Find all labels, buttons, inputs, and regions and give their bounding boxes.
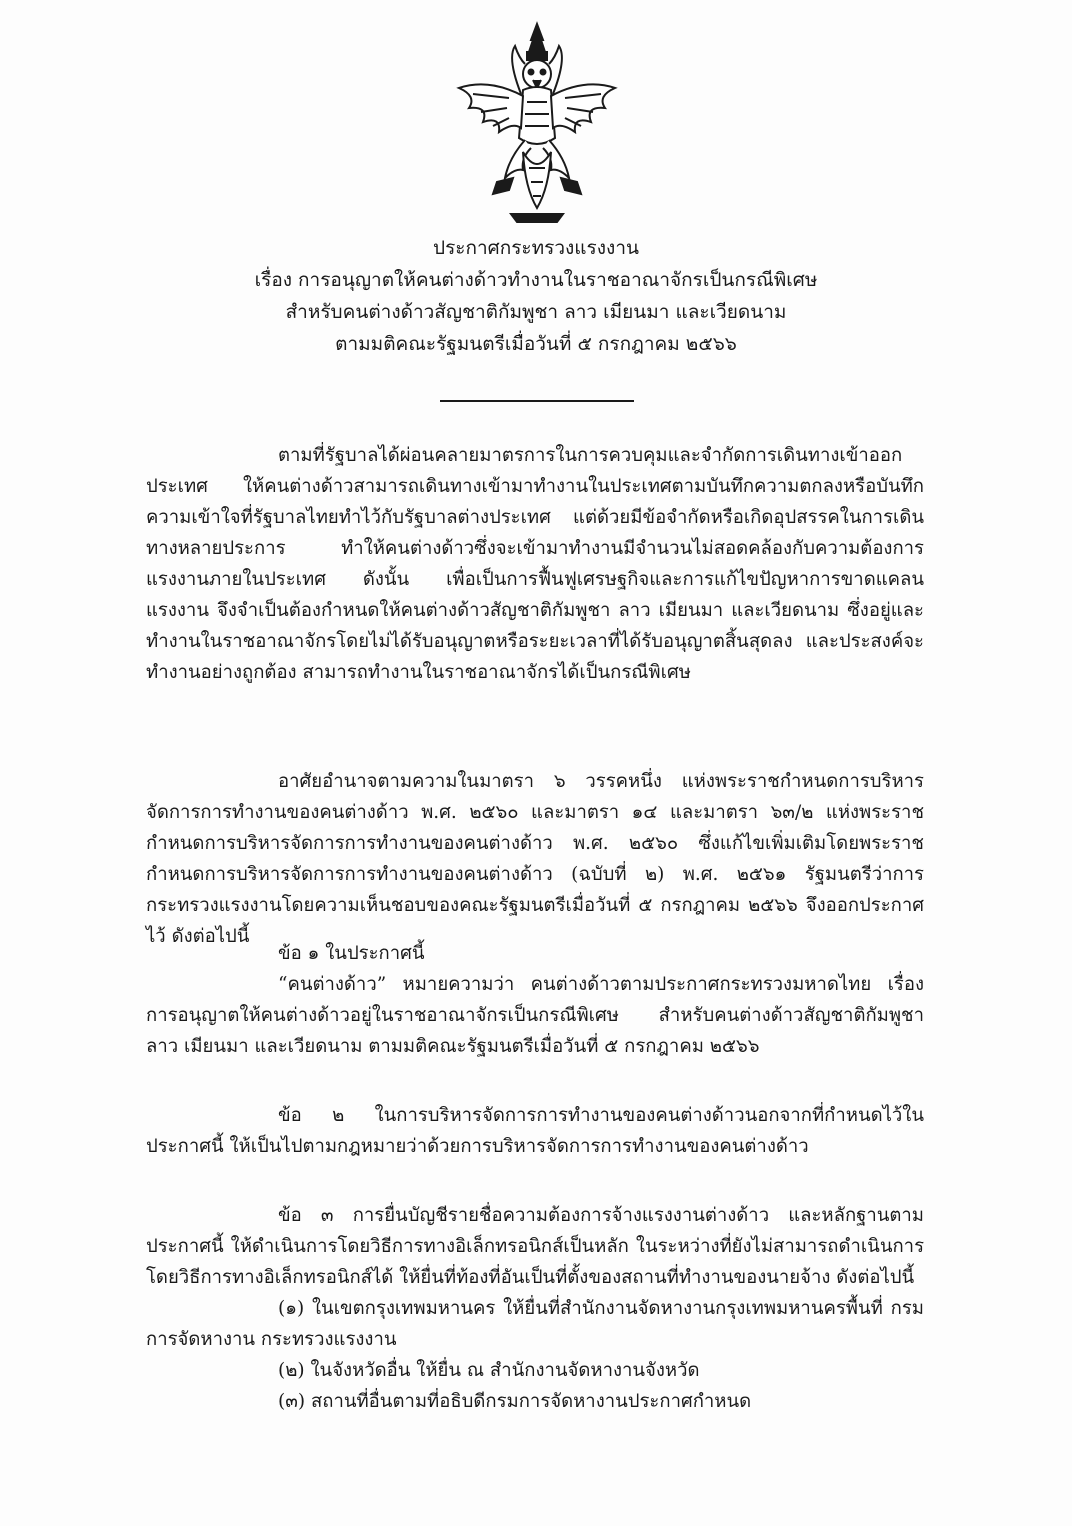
header-divider	[440, 400, 634, 402]
clause-1	[146, 938, 924, 1062]
subject-line: เรื่อง การอนุญาตให้คนต่างด้าวทำงานในราชอาณาจักรเป็นกรณีพิเศษ	[254, 269, 818, 291]
clause-2-text: ข้อ ๒ ในการบริหารจัดการการทำงานของคนต่างด้าวนอกจากที่กำหนดไว้ในประกาศนี้ ให้เป็นไปตามกฎหมายว่าด้วยการบริหารจัดการการทำงานของคนต่างด้าว	[146, 1105, 924, 1157]
announcement-header	[140, 232, 932, 360]
clause-3-text: ข้อ ๓ การยื่นบัญชีรายชื่อความต้องการจ้างแรงงานต่างด้าว และหลักฐานตามประกาศนี้ ให้ดำเนินการโดยวิธีการทางอิเล็กทรอนิกส์เป็นหลัก ในระหว่างที่ยังไม่สามารถดำเนินการโดยวิธีการทางอิเล็กทรอนิกส์ได้ ให้ยื่นที่ท้องที่อันเป็นที่ตั้งของสถานที่ทำงานของนายจ้าง ดังต่อไปนี้	[146, 1205, 924, 1288]
ministry-title: ประกาศกระทรวงแรงงาน	[433, 237, 639, 259]
clause-1-definition: “คนต่างด้าว” หมายความว่า คนต่างด้าวตามประกาศกระทรวงมหาดไทย เรื่อง การอนุญาตให้คนต่างด้าวอยู่ในราชอาณาจักรเป็นกรณีพิเศษ สำหรับคนต่างด้าวสัญชาติกัมพูชา ลาว เมียนมา และเวียดนาม ตามมติคณะรัฐมนตรีเมื่อวันที่ ๕ กรกฎาคม ๒๕๖๖	[146, 974, 924, 1057]
clause-3-sub-1: (๑) ในเขตกรุงเทพมหานคร ให้ยื่นที่สำนักงานจัดหางานกรุงเทพมหานครพื้นที่ กรมการจัดหางาน กระทรวงแรงงาน	[146, 1298, 924, 1350]
subject-line-3: ตามมติคณะรัฐมนตรีเมื่อวันที่ ๕ กรกฎาคม ๒๕๖๖	[335, 333, 737, 355]
clause-3-sub-3: (๓) สถานที่อื่นตามที่อธิบดีกรมการจัดหางานประกาศกำหนด	[278, 1391, 752, 1412]
preamble-text: ตามที่รัฐบาลได้ผ่อนคลายมาตรการในการควบคุมและจำกัดการเดินทางเข้าออกประเทศ ให้คนต่างด้าวสามารถเดินทางเข้ามาทำงานในประเทศตามบันทึกความตกลงหรือบันทึกความเข้าใจที่รัฐบาลไทยทำไว้กับรัฐบาลต่างประเทศ แต่ด้วยมีข้อจำกัดหรือเกิดอุปสรรคในการเดินทางหลายประการ ทำให้คนต่างด้าวซึ่งจะเข้ามาทำงานมีจำนวนไม่สอดคล้องกับความต้องการแรงงานภายในประเทศ ดังนั้น เพื่อเป็นการฟื้นฟูเศรษฐกิจและการแก้ไขปัญหาการขาดแคลนแรงงาน จึงจำเป็นต้องกำหนดให้คนต่างด้าวสัญชาติกัมพูชา ลาว เมียนมา และเวียดนาม ซึ่งอยู่และทำงานในราชอาณาจักรโดยไม่ได้รับอนุญาตหรือระยะเวลาที่ได้รับอนุญาตสิ้นสุดลง และประสงค์จะทำงานอย่างถูกต้อง สามารถทำงานในราชอาณาจักรได้เป็นกรณีพิเศษ	[146, 445, 924, 683]
subject-line-2: สำหรับคนต่างด้าวสัญชาติกัมพูชา ลาว เมียนมา และเวียดนาม	[285, 301, 787, 323]
authority-text: อาศัยอำนาจตามความในมาตรา ๖ วรรคหนึ่ง แห่งพระราชกำหนดการบริหารจัดการการทำงานของคนต่างด้าว พ.ศ. ๒๕๖๐ และมาตรา ๑๔ และมาตรา ๖๓/๒ แห่งพระราชกำหนดการบริหารจัดการการทำงานของคนต่างด้าว พ.ศ. ๒๕๖๐ ซึ่งแก้ไขเพิ่มเติมโดยพระราชกำหนดการบริหารจัดการการทำงานของคนต่างด้าว (ฉบับที่ ๒) พ.ศ. ๒๕๖๑ รัฐมนตรีว่าการกระทรวงแรงงานโดยความเห็นชอบของคณะรัฐมนตรีเมื่อวันที่ ๕ กรกฎาคม ๒๕๖๖ จึงออกประกาศไว้ ดังต่อไปนี้	[146, 771, 924, 947]
clause-1-heading: ข้อ ๑ ในประกาศนี้	[278, 943, 425, 964]
authority-paragraph	[146, 766, 924, 952]
garuda-emblem-icon	[449, 18, 625, 228]
preamble-paragraph	[146, 440, 924, 688]
clause-3	[146, 1200, 924, 1417]
clause-3-sub-2: (๒) ในจังหวัดอื่น ให้ยื่น ณ สำนักงานจัดหางานจังหวัด	[278, 1360, 700, 1381]
clause-2	[146, 1100, 924, 1162]
